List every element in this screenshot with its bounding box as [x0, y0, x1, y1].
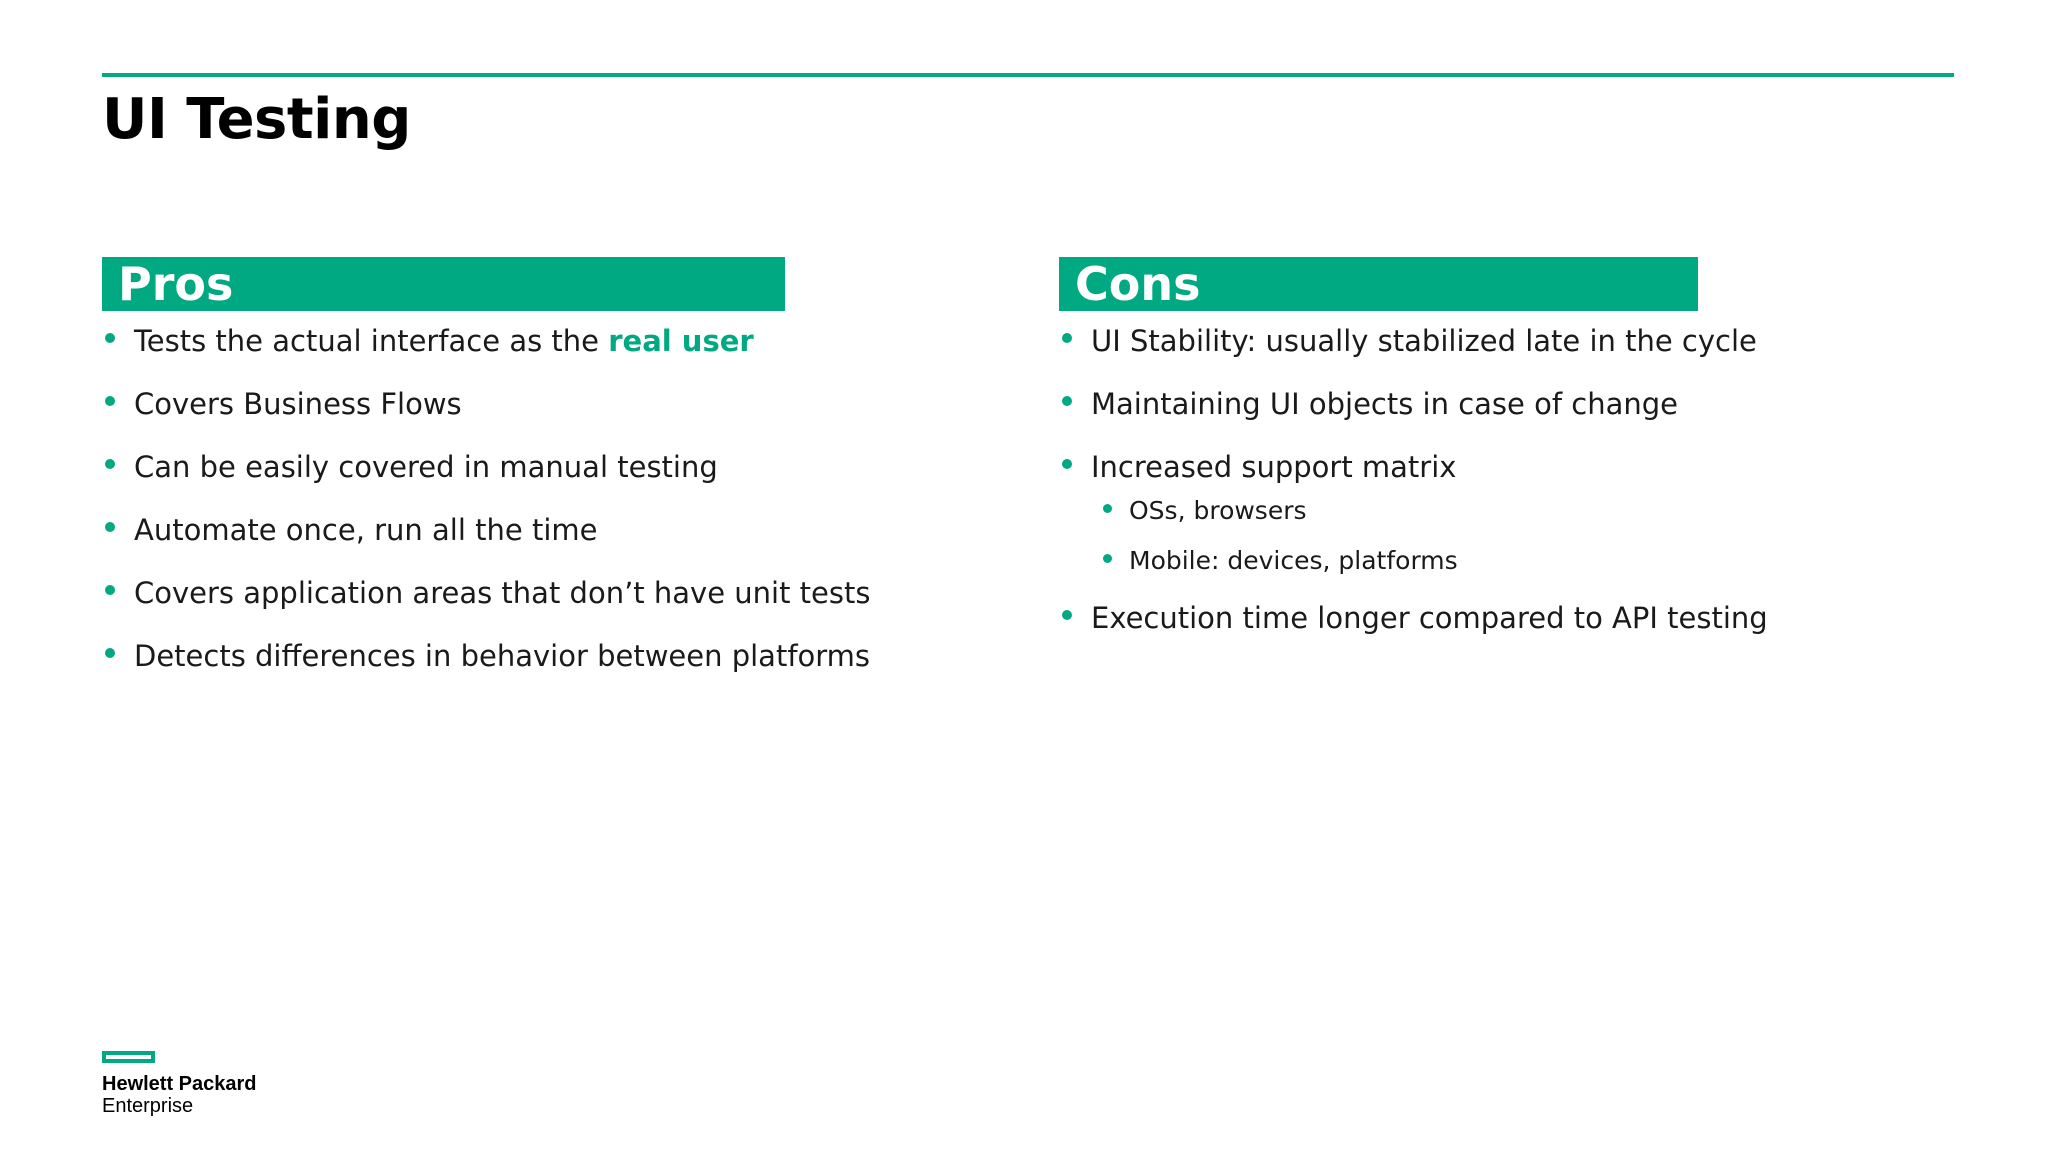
list-item: [102, 573, 1002, 613]
sub-list-item: [1091, 543, 1959, 579]
bullet-icon: [1103, 504, 1112, 513]
hpe-rectangle-logo-icon: [102, 1051, 155, 1063]
list-item-emphasis: real user: [608, 324, 754, 358]
sub-list-item: [1091, 493, 1959, 529]
list-item-text: Covers application areas that don’t have unit tests: [134, 576, 871, 610]
bullet-icon: [105, 522, 115, 532]
pros-list: [102, 321, 1002, 676]
pros-column: [102, 257, 1002, 699]
list-item: [102, 510, 1002, 550]
list-item: [102, 384, 1002, 424]
list-item: [1059, 598, 1959, 638]
bullet-icon: [1062, 396, 1072, 406]
sub-list: [1091, 493, 1959, 579]
bullet-icon: [105, 333, 115, 343]
list-item: [102, 321, 1002, 361]
bullet-icon: [1103, 554, 1112, 563]
sub-list-item-text: Mobile: devices, platforms: [1129, 546, 1458, 575]
list-item-text: Maintaining UI objects in case of change: [1091, 387, 1678, 421]
logo-line-2: Enterprise: [102, 1095, 194, 1117]
title-rule: [102, 73, 1954, 77]
bullet-icon: [105, 585, 115, 595]
cons-list: [1059, 321, 1959, 638]
list-item: [1059, 384, 1959, 424]
list-item-text: Can be easily covered in manual testing: [134, 450, 718, 484]
cons-heading: Cons: [1059, 257, 1698, 311]
page-title: UI Testing: [102, 87, 411, 152]
list-item-text: Automate once, run all the time: [134, 513, 598, 547]
bullet-icon: [105, 396, 115, 406]
list-item-text: Increased support matrix: [1091, 450, 1457, 484]
bullet-icon: [1062, 610, 1072, 620]
bullet-icon: [105, 459, 115, 469]
list-item-text: Tests the actual interface as the: [134, 324, 609, 358]
bullet-icon: [105, 648, 115, 658]
list-item-text: UI Stability: usually stabilized late in the cycle: [1091, 324, 1757, 358]
cons-column: [1059, 257, 1959, 661]
list-item: [1059, 447, 1959, 579]
list-item-text: Covers Business Flows: [134, 387, 462, 421]
bullet-icon: [1062, 459, 1072, 469]
sub-list-item-text: OSs, browsers: [1129, 496, 1307, 525]
list-item: [102, 447, 1002, 487]
logo-line-1: Hewlett Packard: [102, 1073, 257, 1095]
list-item-text: Execution time longer compared to API testing: [1091, 601, 1768, 635]
list-item: [1059, 321, 1959, 361]
company-logo: [102, 1051, 257, 1117]
pros-heading: Pros: [102, 257, 785, 311]
bullet-icon: [1062, 333, 1072, 343]
list-item: [102, 636, 1002, 676]
list-item-text: Detects differences in behavior between platforms: [134, 639, 871, 673]
